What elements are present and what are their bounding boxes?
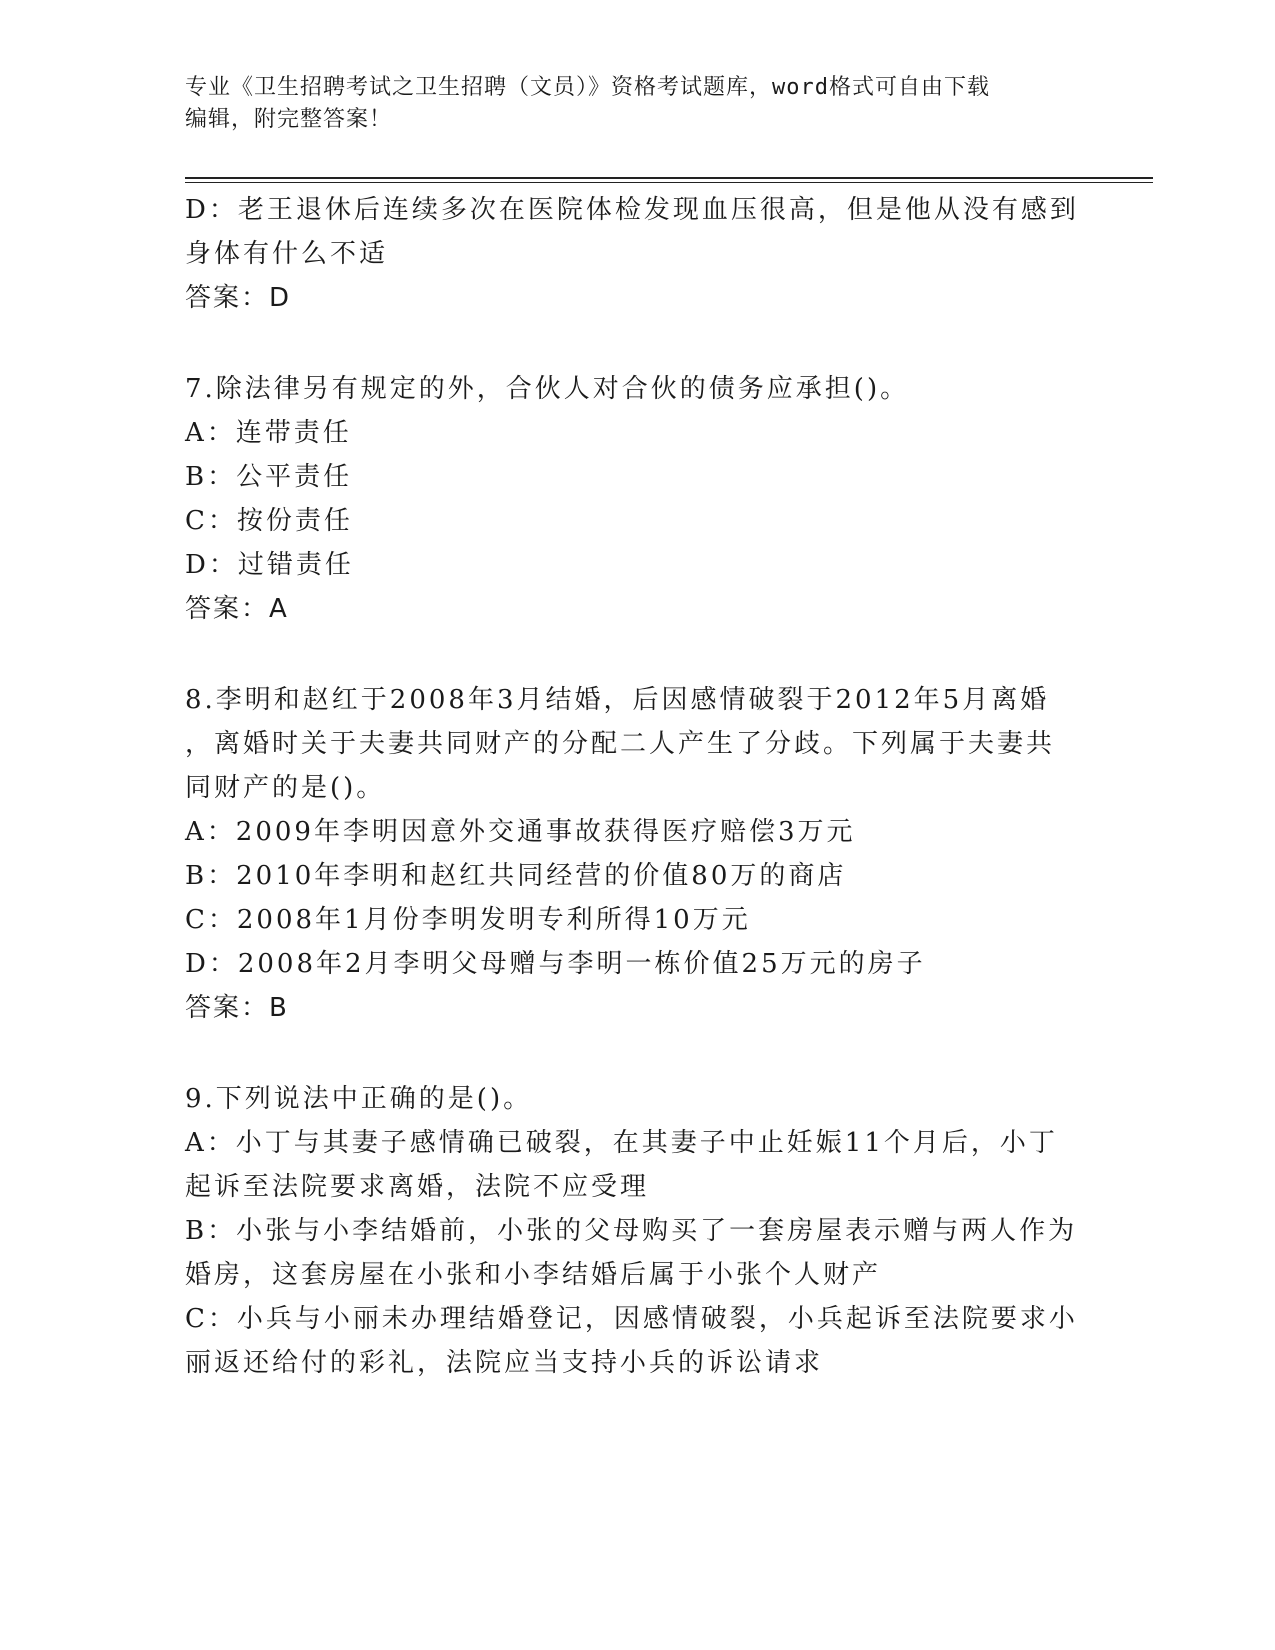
question-text-continued: 同财产的是()。	[185, 773, 386, 803]
option-c: C：按份责任	[185, 506, 353, 536]
spacer	[185, 320, 1085, 367]
question-7	[185, 367, 1085, 631]
question-8	[185, 678, 1085, 1030]
question-text: 7.除法律另有规定的外，合伙人对合伙的债务应承担()。	[185, 374, 910, 404]
option-d: D：老王退休后连续多次在医院体检发现血压很高，但是他从没有感到	[185, 195, 1079, 225]
option-d-continued: 身体有什么不适	[185, 239, 389, 269]
header-rule-thin	[185, 182, 1153, 183]
header-rule-thick	[185, 177, 1153, 179]
header-line-1: 专业《卫生招聘考试之卫生招聘（文员）》资格考试题库，word格式可自由下载	[185, 75, 990, 100]
option-a-continued: 起诉至法院要求离婚，法院不应受理	[185, 1172, 650, 1202]
question-9	[185, 1077, 1085, 1385]
option-b-continued: 婚房，这套房屋在小张和小李结婚后属于小张个人财产	[185, 1260, 882, 1290]
answer: 答案：A	[185, 594, 289, 624]
question-text-continued: ，离婚时关于夫妻共同财产的分配二人产生了分歧。下列属于夫妻共	[185, 729, 1056, 759]
option-c-continued: 丽返还给付的彩礼，法院应当支持小兵的诉讼请求	[185, 1348, 824, 1378]
option-b: B：2010年李明和赵红共同经营的价值80万的商店	[185, 861, 847, 891]
spacer	[185, 1030, 1085, 1077]
option-a: A：2009年李明因意外交通事故获得医疗赔偿3万元	[185, 817, 856, 847]
question-6-tail	[185, 188, 1085, 320]
option-b: B：公平责任	[185, 462, 353, 492]
option-b: B：小张与小李结婚前，小张的父母购买了一套房屋表示赠与两人作为	[185, 1216, 1078, 1246]
header-line-2: 编辑，附完整答案！	[185, 107, 393, 132]
answer: 答案：B	[185, 993, 289, 1023]
answer: 答案：D	[185, 283, 292, 313]
question-text: 8.李明和赵红于2008年3月结婚，后因感情破裂于2012年5月离婚	[185, 685, 1050, 715]
option-d: D：过错责任	[185, 550, 354, 580]
question-content	[185, 188, 1085, 1385]
option-d: D：2008年2月李明父母赠与李明一栋价值25万元的房子	[185, 949, 926, 979]
page-header	[185, 72, 1085, 136]
option-a: A：连带责任	[185, 418, 352, 448]
question-text: 9.下列说法中正确的是()。	[185, 1084, 533, 1114]
spacer	[185, 631, 1085, 678]
option-c: C：2008年1月份李明发明专利所得10万元	[185, 905, 751, 935]
option-a: A：小丁与其妻子感情确已破裂，在其妻子中止妊娠11个月后，小丁	[185, 1128, 1058, 1158]
option-c: C：小兵与小丽未办理结婚登记，因感情破裂，小兵起诉至法院要求小	[185, 1304, 1078, 1334]
